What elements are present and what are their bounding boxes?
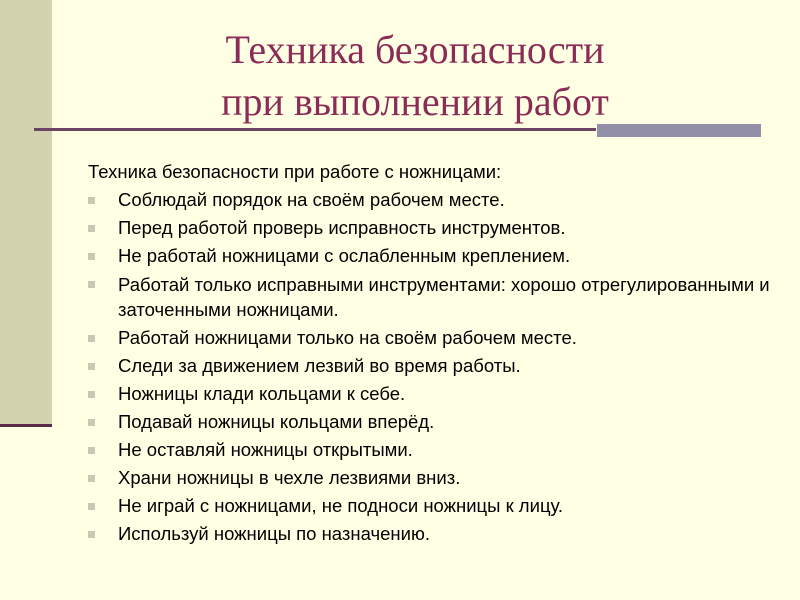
list-item [88, 352, 788, 380]
slide-content [88, 158, 788, 548]
left-decor-bar [0, 0, 52, 425]
list-item [88, 380, 788, 408]
bullet-icon [88, 197, 95, 204]
list-item-text: Соблюдай порядок на своём рабочем месте. [118, 189, 505, 210]
bullet-icon [88, 475, 95, 482]
list-item-text: Ножницы клади кольцами к себе. [118, 383, 406, 404]
list-item-text: Не оставляй ножницы открытыми. [118, 439, 413, 460]
title-underline [34, 128, 596, 131]
list-item-text: Работай ножницами только на своём рабочем месте. [118, 327, 577, 348]
list-item [88, 464, 788, 492]
list-item [88, 408, 788, 436]
bullet-icon [88, 391, 95, 398]
bullet-icon [88, 253, 95, 260]
list-item-text: Храни ножницы в чехле лезвиями вниз. [118, 467, 461, 488]
list-item [88, 324, 788, 352]
bullet-icon [88, 419, 95, 426]
bullet-icon [88, 281, 95, 288]
list-item-text: Работай только исправными инструментами: хорошо отрегулированными и заточенными ножницами. [118, 274, 770, 320]
list-item [88, 242, 788, 270]
list-item [88, 186, 788, 214]
list-item [88, 214, 788, 242]
list-item-text: Не работай ножницами с ослабленным креплением. [118, 245, 571, 266]
rules-list [88, 186, 788, 548]
list-item-text: Следи за движением лезвий во время работы. [118, 355, 521, 376]
bullet-icon [88, 531, 95, 538]
bullet-icon [88, 363, 95, 370]
list-item [88, 520, 788, 548]
bullet-icon [88, 335, 95, 342]
list-item-text: Перед работой проверь исправность инструментов. [118, 217, 566, 238]
list-item [88, 492, 788, 520]
intro-text: Техника безопасности при работе с ножницами: [88, 161, 502, 182]
slide-title [60, 24, 770, 128]
list-item-text: Не играй с ножницами, не подноси ножницы к лицу. [118, 495, 564, 516]
bullet-icon [88, 503, 95, 510]
list-item [88, 436, 788, 464]
title-line-2: при выполнении работ [221, 79, 609, 124]
title-line-1: Техника безопасности [225, 27, 605, 72]
bullet-icon [88, 447, 95, 454]
title-accent-block [597, 124, 761, 137]
left-decor-line [0, 424, 52, 427]
list-item-text: Подавай ножницы кольцами вперёд. [118, 411, 435, 432]
list-item-text: Используй ножницы по назначению. [118, 523, 430, 544]
bullet-icon [88, 225, 95, 232]
list-item [88, 270, 788, 324]
